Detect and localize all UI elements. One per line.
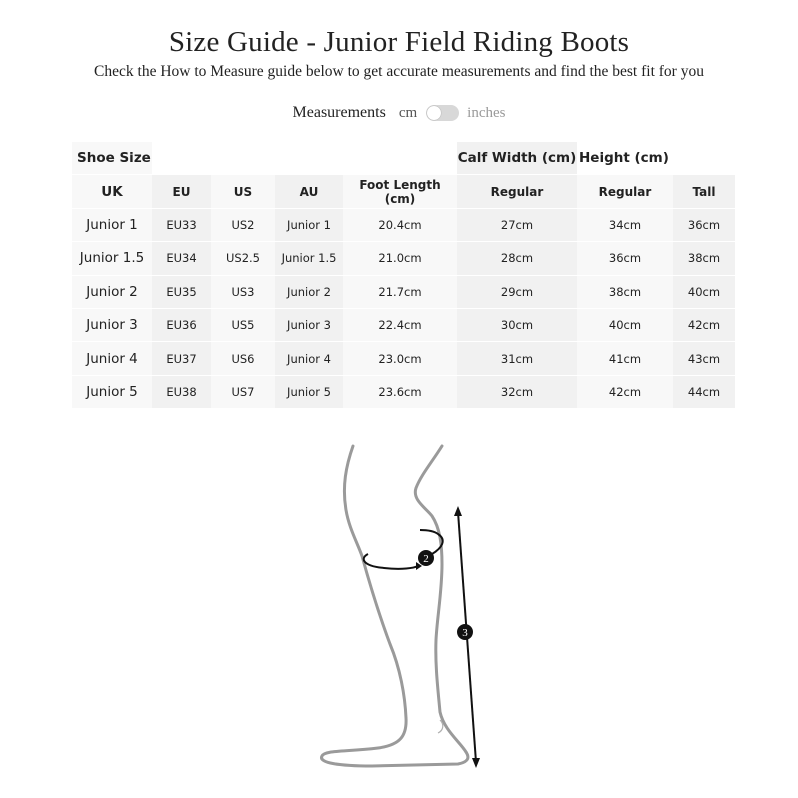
cell-height-regular: 42cm: [577, 376, 673, 409]
svg-text:2: 2: [423, 553, 429, 565]
size-table-body: [72, 209, 735, 409]
cell-eu: EU38: [152, 376, 211, 409]
cell-height-regular: 38cm: [577, 276, 673, 309]
table-row: [72, 276, 735, 309]
cell-height-tall: 43cm: [673, 342, 735, 375]
cell-us: US3: [211, 276, 275, 309]
units-switcher: [0, 102, 798, 124]
cell-eu: EU35: [152, 276, 211, 309]
cell-height-tall: 38cm: [673, 242, 735, 275]
cell-uk: Junior 5: [72, 376, 152, 409]
cell-uk: Junior 4: [72, 342, 152, 375]
cell-au: Junior 1.5: [275, 242, 343, 275]
column-header-us: US: [211, 175, 275, 208]
svg-text:3: 3: [462, 627, 468, 639]
cell-au: Junior 4: [275, 342, 343, 375]
marker-height: [457, 624, 473, 640]
cell-foot-length: 20.4cm: [343, 209, 457, 242]
group-header-calf-width: Calf Width (cm): [457, 142, 577, 175]
cell-height-tall: 40cm: [673, 276, 735, 309]
column-header-au: AU: [275, 175, 343, 208]
column-header-height-tall: Tall: [673, 175, 735, 208]
cell-us: US5: [211, 309, 275, 342]
cell-uk: Junior 3: [72, 309, 152, 342]
cell-height-tall: 36cm: [673, 209, 735, 242]
cell-foot-length: 22.4cm: [343, 309, 457, 342]
table-row: [72, 376, 735, 409]
cell-eu: EU33: [152, 209, 211, 242]
cell-au: Junior 5: [275, 376, 343, 409]
column-header-height-regular: Regular: [577, 175, 673, 208]
column-header-foot-length: Foot Length (cm): [343, 175, 457, 208]
table-row: [72, 309, 735, 342]
table-row: [72, 209, 735, 242]
cell-foot-length: 21.0cm: [343, 242, 457, 275]
size-table: [72, 142, 735, 409]
cell-foot-length: 23.0cm: [343, 342, 457, 375]
page-subtitle: Check the How to Measure guide below to get accurate measurements and find the best fit for you: [94, 63, 704, 80]
cell-uk: Junior 1: [72, 209, 152, 242]
leg-back-outline: [322, 446, 468, 766]
column-header-calf-regular: Regular: [457, 175, 577, 208]
cell-us: US2: [211, 209, 275, 242]
cell-us: US6: [211, 342, 275, 375]
cell-height-tall: 42cm: [673, 309, 735, 342]
table-row: [72, 242, 735, 275]
cell-uk: Junior 2: [72, 276, 152, 309]
cell-au: Junior 2: [275, 276, 343, 309]
cell-eu: EU36: [152, 309, 211, 342]
leg-front-outline: [415, 446, 466, 752]
cell-height-regular: 34cm: [577, 209, 673, 242]
group-header-height: Height (cm): [577, 142, 673, 175]
table-row: [72, 342, 735, 375]
unit-option-inches[interactable]: inches: [467, 104, 506, 121]
group-header-shoe-size: Shoe Size: [72, 142, 152, 175]
units-label: Measurements: [292, 104, 386, 121]
cell-height-regular: 36cm: [577, 242, 673, 275]
cell-au: Junior 1: [275, 209, 343, 242]
group-header-row: [72, 142, 735, 175]
units-toggle[interactable]: [426, 105, 459, 121]
column-header-uk: UK: [72, 175, 152, 208]
cell-eu: EU34: [152, 242, 211, 275]
cell-height-regular: 40cm: [577, 309, 673, 342]
leg-measurement-diagram: [300, 440, 500, 780]
cell-calf-regular: 31cm: [457, 342, 577, 375]
cell-au: Junior 3: [275, 309, 343, 342]
cell-foot-length: 23.6cm: [343, 376, 457, 409]
column-header-row: [72, 175, 735, 208]
cell-uk: Junior 1.5: [72, 242, 152, 275]
cell-height-tall: 44cm: [673, 376, 735, 409]
toggle-knob[interactable]: [427, 106, 441, 120]
cell-calf-regular: 32cm: [457, 376, 577, 409]
cell-calf-regular: 29cm: [457, 276, 577, 309]
cell-foot-length: 21.7cm: [343, 276, 457, 309]
page-title: Size Guide - Junior Field Riding Boots: [168, 26, 630, 58]
cell-calf-regular: 30cm: [457, 309, 577, 342]
cell-us: US2.5: [211, 242, 275, 275]
unit-option-cm[interactable]: cm: [398, 104, 418, 121]
cell-height-regular: 41cm: [577, 342, 673, 375]
cell-calf-regular: 27cm: [457, 209, 577, 242]
column-header-eu: EU: [152, 175, 211, 208]
cell-eu: EU37: [152, 342, 211, 375]
ankle-crease: [438, 720, 443, 733]
cell-calf-regular: 28cm: [457, 242, 577, 275]
cell-us: US7: [211, 376, 275, 409]
marker-calf: [418, 550, 434, 566]
